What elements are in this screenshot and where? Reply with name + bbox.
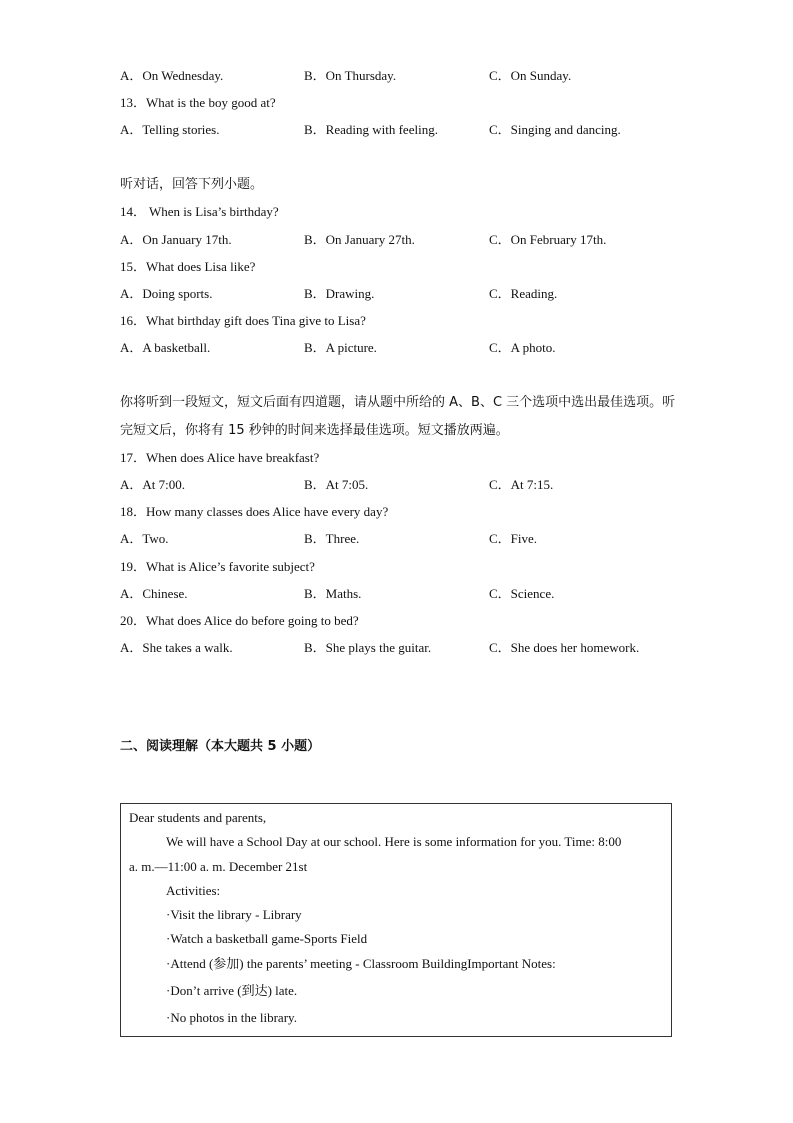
- q12-option-a: A．On Wednesday.: [120, 68, 224, 83]
- q16-option-b: B．A picture.: [304, 340, 377, 355]
- dialogue-instruction: 听对话，回答下列小题。: [120, 177, 264, 192]
- q18-stem: 18．How many classes does Alice have every day?: [120, 504, 389, 519]
- q18-option-b: B．Three.: [304, 531, 360, 546]
- notice-greeting: Dear students and parents,: [129, 810, 267, 825]
- q18-option-c: C．Five.: [489, 531, 538, 546]
- passage-instruction: 你将听到一段短文，短文后面有四道题，请从题中所给的 A、B、C 三个选项中选出最佳选项。听完短文后，你将有 15 秒钟的时间来选择最佳选项。短文播放两遍。: [120, 395, 676, 438]
- q15-option-c: C．Reading.: [489, 286, 558, 301]
- q16-option-c: C．A photo.: [489, 340, 556, 355]
- notice-note-2: ·No photos in the library.: [166, 1010, 297, 1025]
- q13-option-a: A．Telling stories.: [120, 122, 220, 137]
- q17-option-b: B．At 7:05.: [304, 477, 369, 492]
- q14-option-c: C．On February 17th.: [489, 232, 607, 247]
- q17-stem: 17．When does Alice have breakfast?: [120, 450, 320, 465]
- notice-activities-label: Activities:: [166, 883, 221, 898]
- q17-option-a: A．At 7:00.: [120, 477, 186, 492]
- q19-option-a: A．Chinese.: [120, 586, 188, 601]
- q20-option-a: A．She takes a walk.: [120, 640, 233, 655]
- q16-option-a: A．A basketball.: [120, 340, 211, 355]
- section-2-heading: 二、阅读理解（本大题共 5 小题）: [120, 739, 321, 754]
- q14-option-a: A．On January 17th.: [120, 232, 232, 247]
- notice-activity-2: ·Watch a basketball game-Sports Field: [166, 931, 368, 946]
- q15-option-b: B．Drawing.: [304, 286, 375, 301]
- q19-option-b: B．Maths.: [304, 586, 362, 601]
- q13-option-b: B．Reading with feeling.: [304, 122, 438, 137]
- q12-option-c: C．On Sunday.: [489, 68, 572, 83]
- q15-option-a: A．Doing sports.: [120, 286, 213, 301]
- q18-option-a: A．Two.: [120, 531, 169, 546]
- q13-option-c: C．Singing and dancing.: [489, 122, 621, 137]
- q14-stem: 14． When is Lisa’s birthday?: [120, 204, 279, 219]
- notice-note-1: ·Don’t arrive (到达) late.: [166, 983, 298, 998]
- notice-box: [120, 803, 672, 1037]
- q20-stem: 20．What does Alice do before going to bed?: [120, 613, 359, 628]
- q20-option-c: C．She does her homework.: [489, 640, 640, 655]
- q19-stem: 19．What is Alice’s favorite subject?: [120, 559, 315, 574]
- notice-line-2: a. m.—11:00 a. m. December 21st: [129, 859, 308, 874]
- notice-activity-3: ·Attend (参加) the parents’ meeting - Classroom BuildingImportant Notes:: [166, 956, 556, 971]
- q15-stem: 15．What does Lisa like?: [120, 259, 256, 274]
- notice-activity-1: ·Visit the library - Library: [166, 907, 302, 922]
- q16-stem: 16．What birthday gift does Tina give to Lisa?: [120, 313, 366, 328]
- q13-stem: 13．What is the boy good at?: [120, 95, 276, 110]
- q17-option-c: C．At 7:15.: [489, 477, 554, 492]
- q12-option-b: B．On Thursday.: [304, 68, 397, 83]
- q19-option-c: C．Science.: [489, 586, 555, 601]
- notice-line-1: We will have a School Day at our school. Here is some information for you. Time: 8:00: [166, 834, 622, 849]
- q20-option-b: B．She plays the guitar.: [304, 640, 432, 655]
- q14-option-b: B．On January 27th.: [304, 232, 415, 247]
